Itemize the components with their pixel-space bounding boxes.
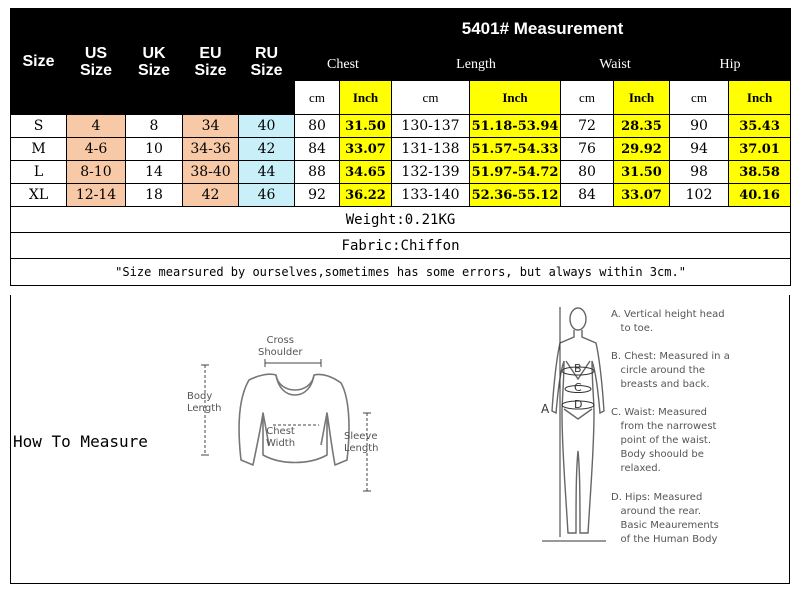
table-row — [11, 138, 791, 161]
chest-width-label: Chest Width — [266, 426, 296, 449]
hip-cm-cell: 98 — [670, 161, 729, 184]
hip-inch-cell: 35.43 — [729, 115, 791, 138]
size-header: Size — [11, 9, 67, 115]
length-inch-cell: 52.36-55.12 — [470, 184, 561, 207]
uk-cell: 18 — [126, 184, 183, 207]
hip-cm-cell: 90 — [670, 115, 729, 138]
uk-cell: 10 — [126, 138, 183, 161]
ru-cell: 44 — [239, 161, 295, 184]
chest-inch-cell: 36.22 — [340, 184, 392, 207]
us-cell: 8-10 — [67, 161, 126, 184]
unit-inch: Inch — [470, 81, 561, 115]
measurement-note: "Size mearsured by ourselves,sometimes has some errors, but always within 3cm." — [11, 259, 791, 286]
desc-b: B. Chest: Measured in a circle around the breasts and back. — [611, 351, 730, 390]
waist-inch-cell: 28.35 — [614, 115, 670, 138]
size-cell: S — [11, 115, 67, 138]
hip-inch-cell: 40.16 — [729, 184, 791, 207]
unit-cm: cm — [670, 81, 729, 115]
unit-inch: Inch — [729, 81, 791, 115]
desc-c: C. Waist: Measured from the narrowest point of the waist. Body shoould be relaxed. — [611, 407, 717, 474]
waist-inch-cell: 33.07 — [614, 184, 670, 207]
label-d: D — [574, 398, 583, 411]
uk-cell: 8 — [126, 115, 183, 138]
unit-cm: cm — [561, 81, 614, 115]
chest-inch-cell: 33.07 — [340, 138, 392, 161]
waist-cm-cell: 72 — [561, 115, 614, 138]
label-a: A — [541, 402, 550, 416]
label-c: C — [574, 381, 582, 394]
chest-inch-cell: 31.50 — [340, 115, 392, 138]
weight-text: Weight:0.21KG — [11, 207, 791, 233]
chest-cm-cell: 88 — [295, 161, 340, 184]
us-cell: 12-14 — [67, 184, 126, 207]
waist-cm-cell: 84 — [561, 184, 614, 207]
eu-cell: 34-36 — [183, 138, 239, 161]
size-cell: M — [11, 138, 67, 161]
ru-cell: 40 — [239, 115, 295, 138]
chest-cm-cell: 80 — [295, 115, 340, 138]
length-cm-cell: 130-137 — [392, 115, 470, 138]
desc-d: D. Hips: Measured around the rear. Basic Meaurements of the Human Body — [611, 492, 719, 545]
weight-row — [11, 207, 791, 233]
how-to-measure-label: How To Measure — [13, 432, 148, 451]
waist-inch-cell: 29.92 — [614, 138, 670, 161]
sleeve-length-label: Sleeve Length — [344, 431, 379, 454]
body-length-label: Body Length — [187, 391, 222, 414]
size-chart — [10, 8, 790, 286]
length-header: Length — [392, 49, 561, 81]
us-cell: 4-6 — [67, 138, 126, 161]
unit-cm: cm — [295, 81, 340, 115]
hip-cm-cell: 102 — [670, 184, 729, 207]
unit-cm: cm — [392, 81, 470, 115]
size-cell: L — [11, 161, 67, 184]
ru-size-header: RU Size — [239, 9, 295, 115]
length-inch-cell: 51.18-53.94 — [470, 115, 561, 138]
ru-cell: 42 — [239, 138, 295, 161]
note-row — [11, 259, 791, 286]
eu-cell: 34 — [183, 115, 239, 138]
uk-cell: 14 — [126, 161, 183, 184]
table-row — [11, 115, 791, 138]
waist-cm-cell: 80 — [561, 161, 614, 184]
fabric-row — [11, 233, 791, 259]
hip-cm-cell: 94 — [670, 138, 729, 161]
body-diagram — [526, 301, 616, 551]
hip-inch-cell: 38.58 — [729, 161, 791, 184]
cross-shoulder-label: Cross Shoulder — [258, 335, 303, 358]
uk-size-header: UK Size — [126, 9, 183, 115]
length-inch-cell: 51.97-54.72 — [470, 161, 561, 184]
us-cell: 4 — [67, 115, 126, 138]
waist-cm-cell: 76 — [561, 138, 614, 161]
unit-inch: Inch — [340, 81, 392, 115]
eu-cell: 42 — [183, 184, 239, 207]
hip-header: Hip — [670, 49, 791, 81]
length-cm-cell: 132-139 — [392, 161, 470, 184]
eu-cell: 38-40 — [183, 161, 239, 184]
unit-inch: Inch — [614, 81, 670, 115]
chest-header: Chest — [295, 49, 392, 81]
table-title: 5401# Measurement — [295, 9, 791, 49]
chest-inch-cell: 34.65 — [340, 161, 392, 184]
fabric-text: Fabric:Chiffon — [11, 233, 791, 259]
chest-cm-cell: 92 — [295, 184, 340, 207]
table-row — [11, 161, 791, 184]
header-row-1 — [11, 9, 791, 49]
chest-cm-cell: 84 — [295, 138, 340, 161]
table-row — [11, 184, 791, 207]
hip-inch-cell: 37.01 — [729, 138, 791, 161]
label-b: B — [574, 362, 582, 375]
how-to-measure-panel — [10, 295, 790, 584]
length-inch-cell: 51.57-54.33 — [470, 138, 561, 161]
desc-a: A. Vertical height head to toe. — [611, 309, 725, 334]
size-cell: XL — [11, 184, 67, 207]
us-size-header: US Size — [67, 9, 126, 115]
length-cm-cell: 131-138 — [392, 138, 470, 161]
waist-header: Waist — [561, 49, 670, 81]
length-cm-cell: 133-140 — [392, 184, 470, 207]
ru-cell: 46 — [239, 184, 295, 207]
size-table — [10, 8, 791, 286]
eu-size-header: EU Size — [183, 9, 239, 115]
waist-inch-cell: 31.50 — [614, 161, 670, 184]
